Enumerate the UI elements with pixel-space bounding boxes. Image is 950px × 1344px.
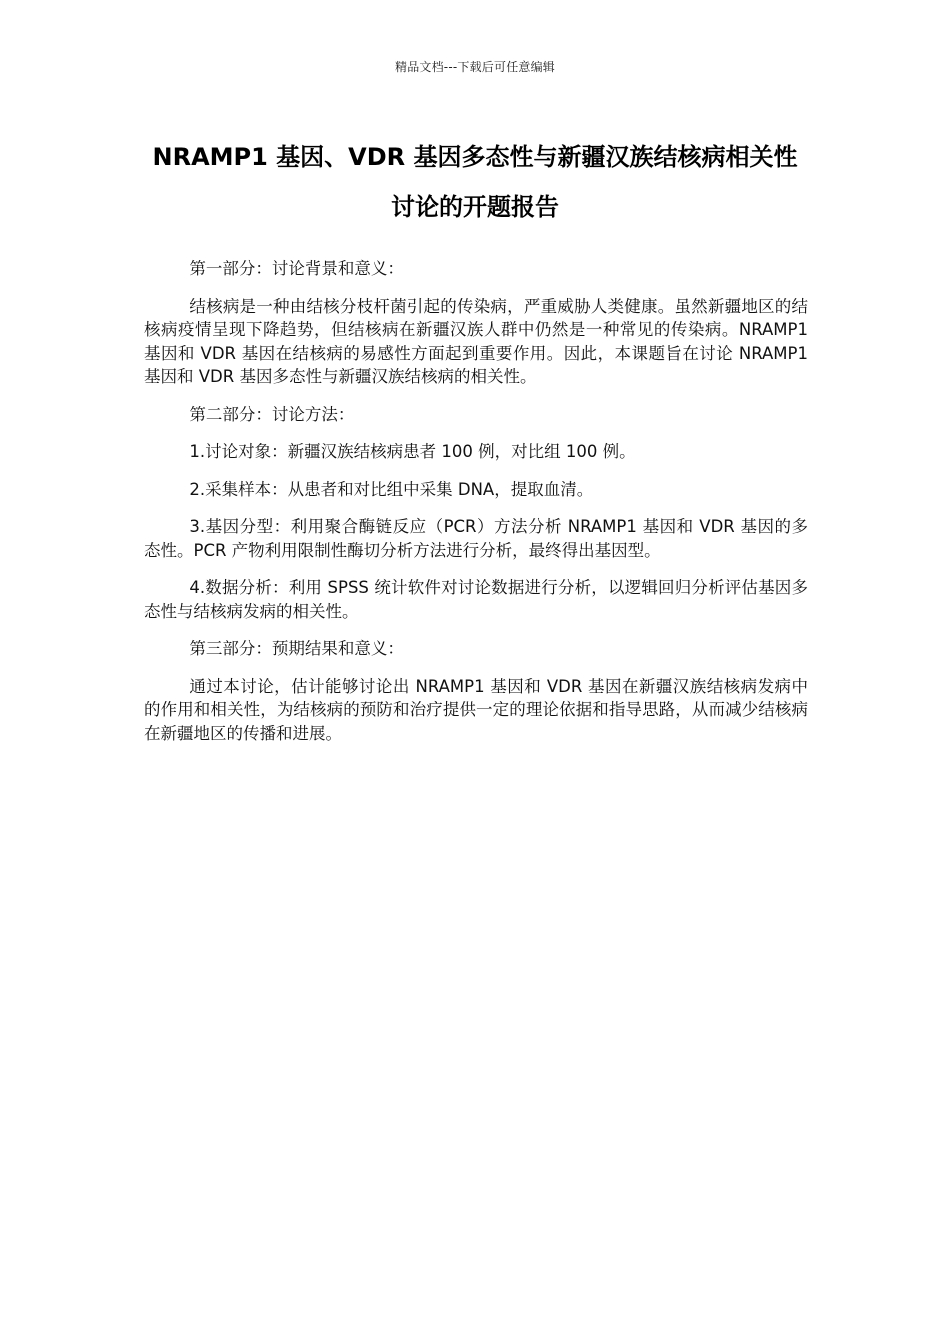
document-title — [130, 132, 820, 232]
paragraph-background: 结核病是一种由结核分枝杆菌引起的传染病，严重威胁人类健康。虽然新疆地区的结核病疫情呈现下降趋势，但结核病在新疆汉族人群中仍然是一种常见的传染病。NRAMP1 基因和 VDR 基因在结核病的易感性方面起到重要作用。因此，本课题旨在讨论 NRAMP1 基因和 VDR 基因多态性与新疆汉族结核病的相关性。 — [144, 296, 808, 386]
section-heading-methods: 第二部分：讨论方法： — [189, 404, 355, 424]
title-line-1: NRAMP1 基因、VDR 基因多态性与新疆汉族结核病相关性 — [152, 143, 798, 171]
section-heading-background: 第一部分：讨论背景和意义： — [189, 259, 404, 278]
method-item-analysis: 4.数据分析：利用 SPSS 统计软件对讨论数据进行分析，以逻辑回归分析评估基因多态性与结核病发病的相关性。 — [144, 578, 808, 621]
paragraph-results: 通过本讨论，估计能够讨论出 NRAMP1 基因和 VDR 基因在新疆汉族结核病发病中的作用和相关性，为结核病的预防和治疗提供一定的理论依据和指导思路，从而减少结核病在新疆地区的传播和进展。 — [144, 676, 808, 743]
header-note: 精品文档---下载后可任意编辑 — [395, 60, 555, 74]
method-item-genotyping: 3.基因分型：利用聚合酶链反应（PCR）方法分析 NRAMP1 基因和 VDR 基因的多态性。PCR 产物利用限制性酶切分析方法进行分析，最终得出基因型。 — [144, 517, 808, 560]
title-line-2: 讨论的开题报告 — [391, 193, 559, 221]
method-item-samples: 2.采集样本：从患者和对比组中采集 DNA，提取血清。 — [189, 479, 594, 499]
section-heading-results: 第三部分：预期结果和意义： — [189, 639, 404, 658]
method-item-subjects: 1.讨论对象：新疆汉族结核病患者 100 例，对比组 100 例。 — [189, 442, 636, 461]
document-body — [144, 257, 808, 759]
